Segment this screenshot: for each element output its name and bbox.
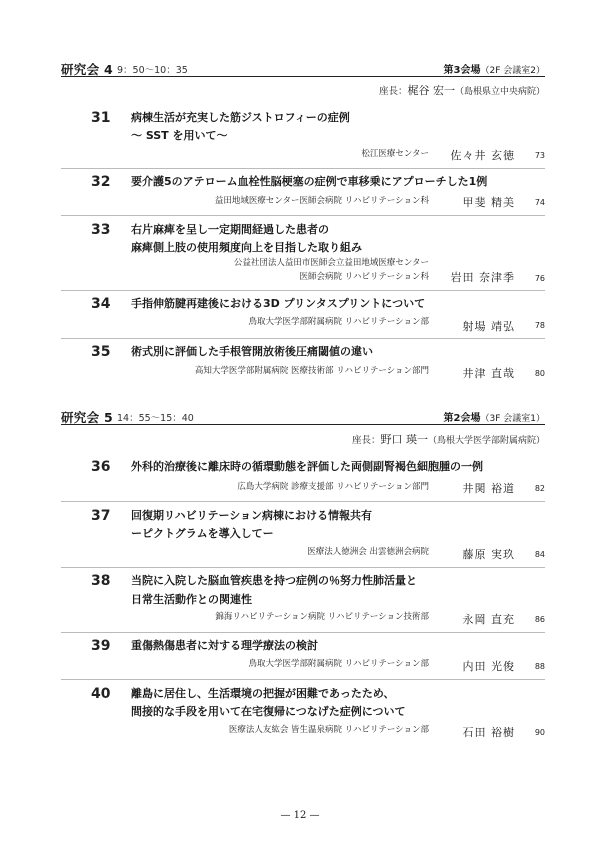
presentation-number: 32 [91, 174, 111, 190]
page-number: — 12 — [280, 810, 320, 821]
session-venue [444, 409, 545, 424]
presentation-title: 右片麻痺を呈し一定期間経過した患者の [131, 223, 329, 236]
presenter-affiliation: 錦海リハビリテーション病院 リハビリテーション技術部 [215, 612, 429, 622]
item-divider [61, 632, 545, 633]
venue-name: 第2会場 [443, 413, 481, 424]
chair-name: 野口 瑛一 [380, 433, 428, 446]
page-ref: 78 [534, 321, 545, 330]
venue-detail: （3F 会議室1） [480, 414, 545, 424]
presentation-number: 40 [91, 686, 111, 702]
session-rule [61, 76, 545, 77]
session-name: 研究会 4 [61, 62, 114, 77]
presentation-title: 当院に入院した脳血管疾患を持つ症例の％努力性肺活量と [131, 574, 417, 587]
presenter-affiliation-line2: 医師会病院 リハビリテーション科 [299, 272, 429, 282]
page-ref: 74 [534, 198, 545, 207]
presentation-number: 37 [91, 508, 111, 524]
presentation-title: 回復期リハビリテーション病棟における情報共有 [131, 509, 373, 522]
presentation-number: 35 [91, 344, 111, 360]
presentation-number: 36 [91, 459, 111, 475]
presenter-affiliation: 医療法人徳洲会 出雲徳洲会病院 [307, 547, 429, 557]
presentation-number: 33 [91, 222, 111, 238]
item-divider [61, 290, 545, 291]
page-ref: 88 [534, 662, 545, 671]
presentation-subtitle: ーピクトグラムを導入してー [131, 527, 274, 540]
chair-label: 座長： [351, 435, 381, 446]
presenter-name: 甲斐 精美 [462, 196, 515, 209]
presenter-affiliation: 鳥取大学医学部附属病院 リハビリテーション部 [248, 317, 429, 327]
presenter-name: 永岡 直充 [462, 613, 515, 626]
presentation-subtitle: 〜 SST を用いて〜 [131, 129, 228, 142]
session-venue [444, 61, 545, 76]
session-time: 9：50〜10：35 [117, 65, 188, 76]
presentation-title-line2: 麻痺側上肢の使用頻度向上を目指した取り組み [131, 241, 362, 254]
presentation-title: 要介護5のアテローム血栓性脳梗塞の症例で車移乗にアプローチした1例 [131, 175, 488, 188]
item-divider [61, 501, 545, 502]
presenter-affiliation: 医療法人友紘会 皆生温泉病院 リハビリテーション部 [228, 725, 429, 735]
venue-name: 第3会場 [443, 65, 481, 76]
presenter-name: 内田 光俊 [462, 660, 515, 673]
presentation-title-line2: 間接的な手段を用いて在宅復帰につなげた症例について [131, 705, 406, 718]
session-chair [379, 82, 545, 98]
page-ref: 82 [534, 484, 545, 493]
item-divider [61, 338, 545, 339]
venue-detail: （2F 会議室2） [480, 66, 545, 76]
presentation-title: 術式別に評価した手根管開放術後圧痛閾値の違い [131, 345, 373, 358]
presentation-title: 病棟生活が充実した筋ジストロフィーの症例 [131, 111, 350, 124]
page-ref: 73 [534, 151, 545, 160]
chair-affiliation: （鳥根大学医学部附属病院） [427, 436, 545, 446]
presenter-affiliation: 高知大学医学部附属病院 医療技術部 リハビリテーション部門 [194, 366, 429, 376]
session-chair [352, 431, 545, 447]
item-divider [61, 567, 545, 568]
presenter-affiliation: 広島大学病院 診療支援部 リハビリテーション部門 [237, 482, 429, 492]
presenter-affiliation: 公益社団法人益田市医師会立益田地域医療センター [233, 258, 429, 268]
presentation-number: 31 [91, 110, 111, 126]
presenter-affiliation: 松江医療センター [361, 149, 429, 159]
presentation-title-line2: 日常生活動作との関連性 [131, 593, 252, 606]
page-ref: 90 [534, 728, 545, 737]
presenter-name: 井関 裕道 [462, 482, 515, 495]
presenter-affiliation: 鳥取大学医学部附属病院 リハビリテーション部 [248, 659, 429, 669]
item-divider [61, 215, 545, 216]
session-time: 14：55〜15：40 [117, 413, 194, 424]
presentation-number: 34 [91, 296, 111, 312]
presenter-name: 井津 直哉 [462, 367, 515, 380]
chair-label: 座長： [378, 86, 408, 97]
session-name: 研究会 5 [61, 410, 114, 425]
page-ref: 86 [534, 615, 545, 624]
presentation-title: 外科的治療後に離床時の循環動態を評価した両側副腎褐色細胞腫の一例 [131, 460, 483, 473]
item-divider [61, 168, 545, 169]
page-ref: 76 [534, 274, 545, 283]
presentation-number: 38 [91, 573, 111, 589]
presentation-title: 重傷熱傷患者に対する理学療法の検討 [131, 639, 318, 652]
presenter-name: 石田 裕樹 [462, 726, 515, 739]
presenter-name: 射場 靖弘 [462, 320, 515, 333]
session-rule [61, 424, 545, 425]
presenter-name: 佐々井 玄徳 [450, 149, 515, 162]
chair-affiliation: （島根県立中央病院） [454, 87, 545, 97]
presentation-title: 手指伸筋腱再建後における3D プリンタスプリントについて [131, 297, 426, 310]
item-divider [61, 679, 545, 680]
presentation-title: 離島に居住し、生活環境の把握が困難であったため、 [131, 687, 395, 700]
presenter-name: 岩田 奈津季 [450, 271, 515, 284]
presenter-name: 藤原 実玖 [462, 548, 515, 561]
presenter-affiliation: 益田地域医療センター医師会病院 リハビリテーション科 [214, 196, 429, 206]
page-ref: 84 [534, 550, 545, 559]
page-ref: 80 [534, 369, 545, 378]
presentation-number: 39 [91, 638, 111, 654]
chair-name: 梶谷 宏一 [407, 84, 455, 97]
